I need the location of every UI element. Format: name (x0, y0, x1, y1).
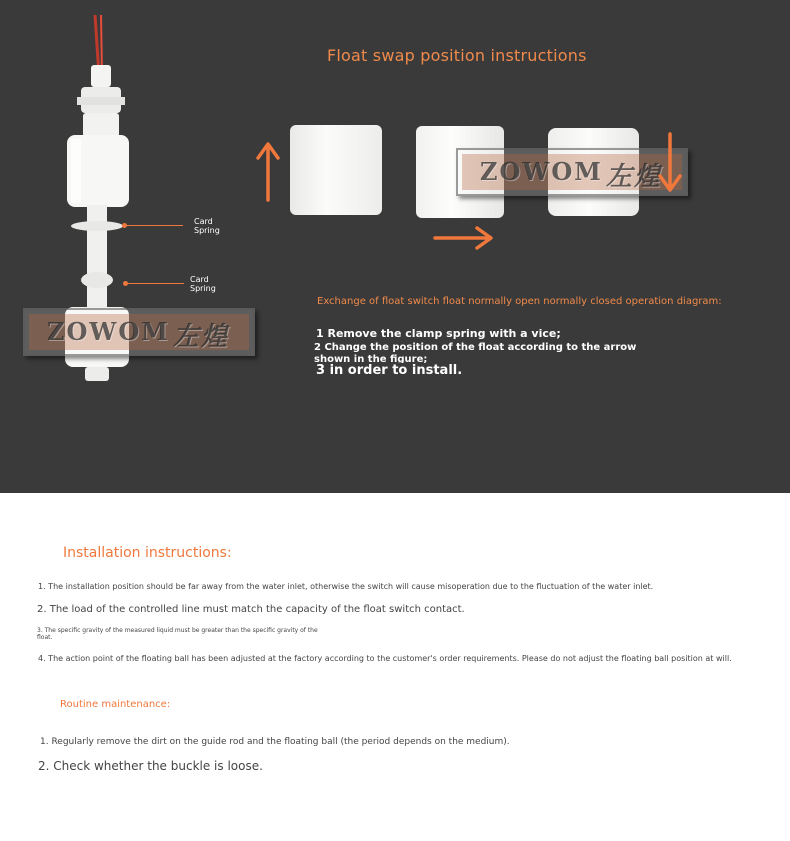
card-spring-label: Card Spring (190, 275, 216, 293)
maintenance-title: Routine maintenance: (60, 699, 171, 710)
maintenance-item-1: 1. Regularly remove the dirt on the guide rod and the floating ball (the period depends on the medium). (40, 737, 510, 747)
leader-dot (122, 223, 127, 228)
installation-item-3: 3. The specific gravity of the measured liquid must be greater than the specific gravity of the (37, 627, 318, 634)
step-1: 1 Remove the clamp spring with a vice; (316, 327, 561, 340)
watermark-cjk-text: 左煌 (606, 162, 663, 192)
installation-item-2: 2. The load of the controlled line must match the capacity of the float switch contact. (37, 604, 465, 615)
watermark-cjk-text: 左煌 (173, 322, 230, 352)
brand-watermark (456, 148, 688, 196)
leader-line (126, 283, 184, 284)
step-2-continued: shown in the figure; (314, 354, 428, 363)
watermark-brand-text: ZOWOM (480, 157, 603, 186)
installation-item-1: 1. The installation position should be far away from the water inlet, otherwise the switch will cause misoperation due to the fluctuation of the water inlet. (38, 582, 654, 591)
step-3: 3 in order to install. (316, 363, 463, 378)
installation-title: Installation instructions: (63, 545, 232, 561)
float-cylinder (290, 125, 382, 215)
leader-dot (123, 281, 128, 286)
leader-line (125, 225, 183, 226)
arrow-right-icon (433, 226, 495, 250)
installation-item-4: 4. The action point of the floating ball has been adjusted at the factory according to the customer's order requirements. Please do not adjust the floating ball position at will. (38, 654, 732, 663)
installation-item-3-continued: float. (37, 634, 53, 641)
maintenance-item-2: 2. Check whether the buckle is loose. (38, 759, 263, 773)
arrow-down-icon (658, 132, 682, 194)
brand-watermark (23, 308, 255, 356)
arrow-up-icon (256, 140, 280, 202)
card-spring-label: Card Spring (194, 217, 220, 235)
step-2: 2 Change the position of the float according to the arrow (314, 342, 637, 353)
page-title: Float swap position instructions (327, 46, 587, 65)
watermark-brand-text: ZOWOM (47, 317, 170, 346)
operation-subtitle: Exchange of float switch float normally open normally closed operation diagram: (317, 296, 722, 307)
